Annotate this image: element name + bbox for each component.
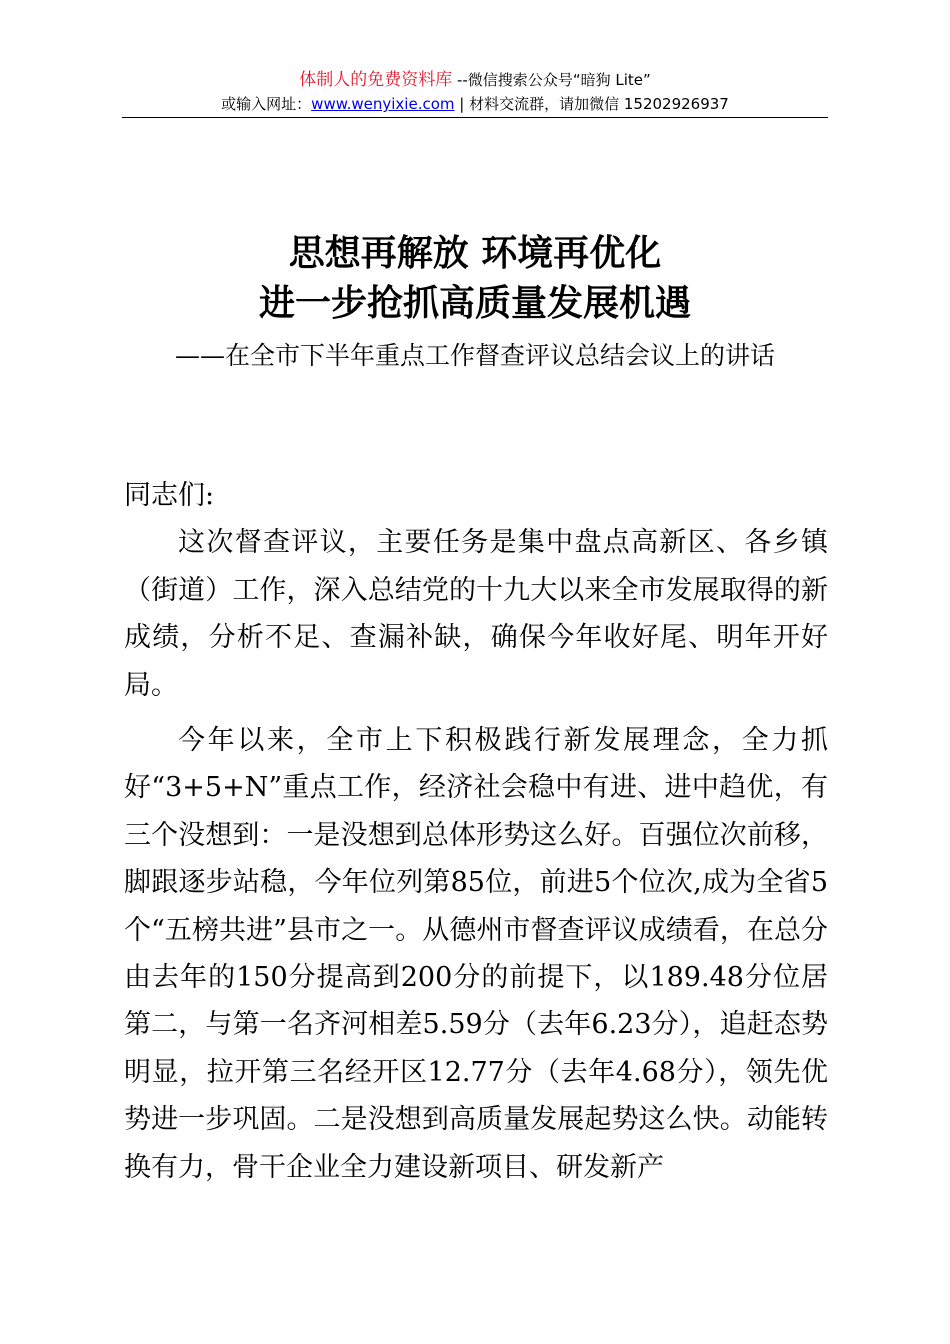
paragraph-2: 今年以来，全市上下积极践行新发展理念，全力抓好“3+5+N”重点工作，经济社会稳中有进、进中趋优，有三个没想到：一是没想到总体形势这么好。百强位次前移，脚跟逐步站稳，今年位列第85位，前进5个位次,成为全省5个“五榜共进”县市之一。从德州市督查评议成绩看，在总分由去年的150分提高到200分的前提下，以189.48分位居第二，与第一名齐河相差5.59分（去年6.23分），追赶态势明显，拉开第三名经开区12.77分（去年4.68分），领先优势进一步巩固。二是没想到高质量发展起势这么快。动能转换有力，骨干企业全力建设新项目、研发新产 (124, 725, 828, 1183)
brand-label: 体制人的免费资料库 (299, 70, 453, 90)
title-line-2: 进一步抢抓高质量发展机遇 (258, 282, 691, 324)
greeting: 同志们: (124, 480, 215, 511)
url-prefix: 或输入网址： (221, 95, 312, 113)
page-header (122, 68, 828, 116)
contact-note: | 材料交流群，请加微信 15202926937 (454, 95, 729, 113)
website-link[interactable]: www.wenyixie.com (311, 95, 455, 113)
wechat-note: --微信搜索公众号“暗狗 Lite” (452, 71, 651, 89)
header-divider (122, 117, 828, 118)
header-line-1 (122, 68, 828, 92)
document-subtitle: ——在全市下半年重点工作督查评议总结会议上的讲话 (174, 341, 775, 370)
document-title (100, 228, 850, 328)
document-body (124, 472, 828, 1191)
title-line-1: 思想再解放 环境再优化 (288, 232, 662, 274)
paragraph-1: 这次督查评议，主要任务是集中盘点高新区、各乡镇（街道）工作，深入总结党的十九大以来全市发展取得的新成绩，分析不足、查漏补缺，确保今年收好尾、明年开好局。 (124, 527, 828, 701)
header-line-2 (122, 92, 828, 116)
